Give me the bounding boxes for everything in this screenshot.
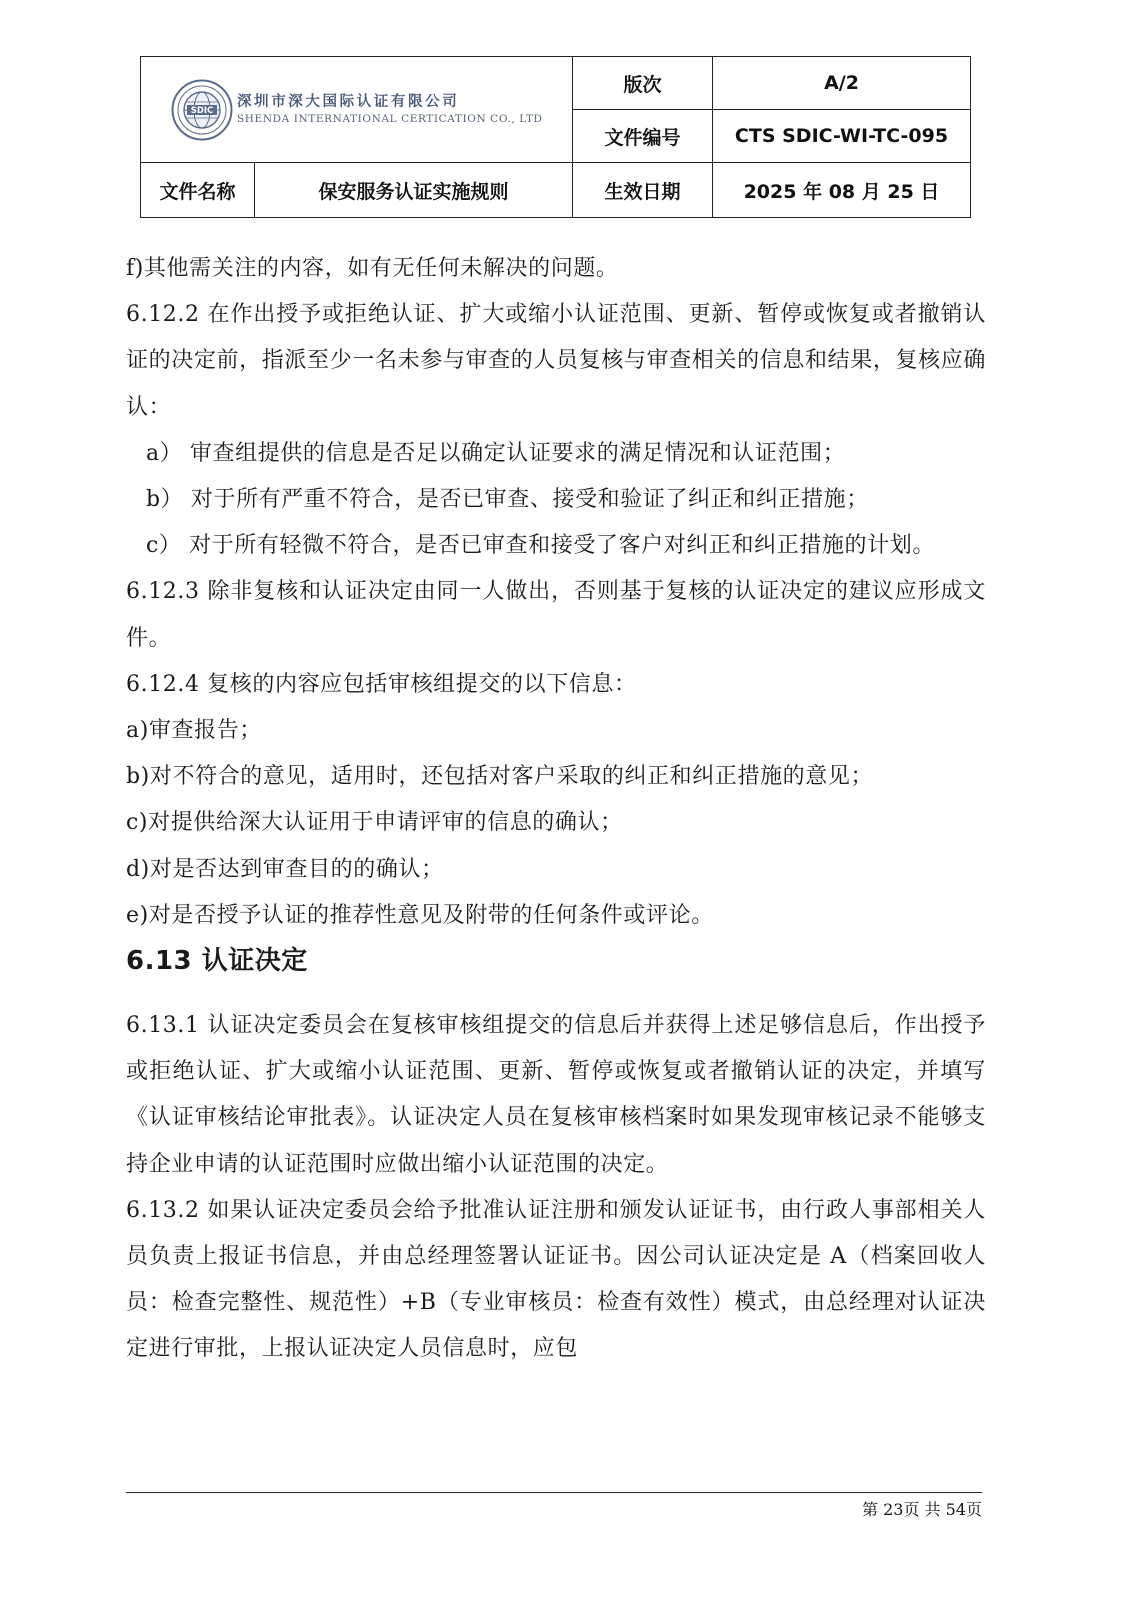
clause-6-13-2: 6.13.2 如果认证决定委员会给予批准认证注册和颁发认证证书，由行政人事部相关人员负责上报证书信息，并由总经理签署认证证书。因公司认证决定是 A（档案回收人员：检查完整性、规范性）+B（专业审核员：检查有效性）模式，由总经理对认证决定进行审批，上报认证决定人员信息时，应包 bbox=[126, 1197, 986, 1362]
list-item: c)对提供给深大认证用于申请评审的信息的确认； bbox=[126, 810, 623, 836]
doc-number-value: CTS SDIC-WI-TC-095 bbox=[713, 110, 971, 163]
footer-divider bbox=[126, 1492, 982, 1493]
clause-6-12-2: 6.12.2 在作出授予或拒绝认证、扩大或缩小认证范围、更新、暂停或恢复或者撤销认证的决定前，指派至少一名未参与审查的人员复核与审查相关的信息和结果，复核应确认： bbox=[126, 302, 986, 420]
clause-6-13-1: 6.13.1 认证决定委员会在复核审核组提交的信息后并获得上述足够信息后，作出授予或拒绝认证、扩大或缩小认证范围、更新、暂停或恢复或者撤销认证的决定，并填写《认证审核结论审批表》。认证决定人员在复核审核档案时如果发现审核记录不能够支持企业申请的认证范围时应做出缩小认证范围的决定。 bbox=[126, 1013, 986, 1177]
company-name-cn: 深圳市深大国际认证有限公司 bbox=[237, 93, 460, 110]
company-name-en: SHENDA INTERNATIONAL CERTICATION CO., LTD bbox=[237, 113, 543, 125]
list-item: a） 审查组提供的信息是否足以确定认证要求的满足情况和认证范围； bbox=[146, 440, 846, 466]
clause-6-12-4: 6.12.4 复核的内容应包括审核组提交的以下信息： bbox=[126, 671, 637, 697]
company-seal-icon bbox=[171, 79, 233, 141]
page-number: 第 23页 共 54页 bbox=[862, 1500, 982, 1519]
list-item: b） 对于所有严重不符合，是否已审查、接受和验证了纠正和纠正措施； bbox=[146, 487, 869, 513]
version-label: 版次 bbox=[573, 57, 713, 110]
list-item: a)审查报告； bbox=[126, 718, 262, 744]
clause-6-12-3: 6.12.3 除非复核和认证决定由同一人做出，否则基于复核的认证决定的建议应形成文件。 bbox=[126, 579, 986, 651]
list-item: e)对是否授予认证的推荐性意见及附带的任何条件或评论。 bbox=[126, 902, 714, 928]
version-value: A/2 bbox=[713, 57, 971, 110]
logo-seal-text: SDIC bbox=[190, 105, 214, 116]
company-logo-cell bbox=[141, 57, 573, 163]
doc-name-value: 保安服务认证实施规则 bbox=[255, 163, 573, 218]
document-header-table bbox=[140, 56, 971, 218]
document-body bbox=[126, 246, 986, 1373]
list-item: c） 对于所有轻微不符合，是否已审查和接受了客户对纠正和纠正措施的计划。 bbox=[146, 533, 935, 559]
doc-name-label: 文件名称 bbox=[141, 163, 255, 218]
list-item: d)对是否达到审查目的的确认； bbox=[126, 856, 444, 882]
paragraph: f)其他需关注的内容，如有无任何未解决的问题。 bbox=[126, 256, 619, 281]
doc-number-label: 文件编号 bbox=[573, 110, 713, 163]
effective-date-value: 2025 年 08 月 25 日 bbox=[713, 163, 971, 218]
section-heading: 6.13 认证决定 bbox=[126, 946, 308, 977]
list-item: b)对不符合的意见，适用时，还包括对客户采取的纠正和纠正措施的意见； bbox=[126, 764, 874, 790]
effective-date-label: 生效日期 bbox=[573, 163, 713, 218]
